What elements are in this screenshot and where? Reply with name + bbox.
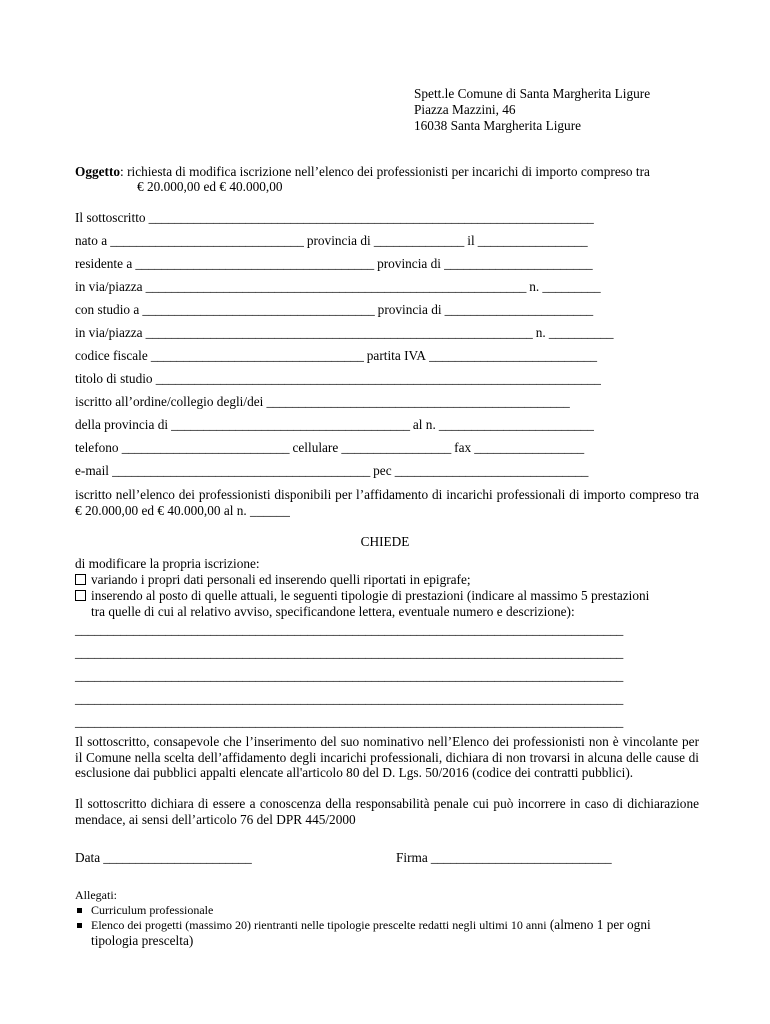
recipient-line-3: 16038 Santa Margherita Ligure <box>414 118 582 133</box>
form-line-codice-fiscale[interactable]: codice fiscale _________________________________ partita IVA __________________________ <box>75 348 597 363</box>
bullet-icon <box>77 908 82 913</box>
form-line-sottoscritto[interactable]: Il sottoscritto _____________________________________________________________________ <box>75 210 594 225</box>
form-line-titolo-studio[interactable]: titolo di studio _____________________________________________________________________ <box>75 371 601 386</box>
label-iscritto-ordine: iscritto all’ordine/collegio degli/dei <box>75 394 264 409</box>
option-2-label: inserendo al posto di quelle attuali, le seguenti tipologie di prestazioni (indicare al massimo 5 prestazioni <box>91 588 650 603</box>
declaration-2: Il sottoscritto dichiara di essere a conoscenza della responsabilità penale cui può incorrere in caso di dichiarazione mendace, ai sensi dell’articolo 76 del DPR 445/2000 <box>75 796 699 827</box>
recipient-line-2: Piazza Mazzini, 46 <box>414 102 516 117</box>
blank-line-3[interactable]: _____________________________________________________________________________________ <box>75 668 624 683</box>
option-1[interactable] <box>75 572 471 588</box>
subject-amount: € 20.000,00 ed € 40.000,00 <box>137 179 283 194</box>
attachment-item-2 <box>75 917 651 933</box>
label-della-provincia: della provincia di <box>75 417 169 432</box>
label-n-studio: n. <box>535 325 546 340</box>
form-line-nato[interactable]: nato a ______________________________ provincia di ______________ il _________________ <box>75 233 588 248</box>
form-line-residente[interactable]: residente a _____________________________________ provincia di _______________________ <box>75 256 593 271</box>
label-partita-iva: partita IVA <box>366 348 426 363</box>
data-field[interactable]: Data _______________________ <box>75 850 252 865</box>
chiede-heading: CHIEDE <box>360 534 410 549</box>
blank-line-1[interactable]: _____________________________________________________________________________________ <box>75 622 624 637</box>
checkbox-icon[interactable] <box>75 590 86 601</box>
form-line-provincia-ordine[interactable]: della provincia di _____________________________________ al n. ________________________ <box>75 417 594 432</box>
form-line-email[interactable]: e-mail ________________________________________ pec ______________________________ <box>75 463 589 478</box>
declaration-1: Il sottoscritto, consapevole che l’inserimento del suo nominativo nell’Elenco dei professionisti non è vincolante per il Comune nella scelta dell’affidamento degli incarichi professionali, dichiara di non trovarsi in alcuna delle cause di esclusione dai pubblici appalti elencate all'articolo 80 del D. Lgs. 50/2016 (codice dei contratti pubblici). <box>75 734 699 781</box>
label-titolo-studio: titolo di studio <box>75 371 153 386</box>
label-telefono: telefono <box>75 440 119 455</box>
attachment-1-label: Curriculum professionale <box>91 903 214 917</box>
label-provincia-studio: provincia di <box>377 302 442 317</box>
attachment-2-label-rest: (almeno 1 per ogni <box>546 917 651 932</box>
options-intro: di modificare la propria iscrizione: <box>75 556 260 571</box>
label-provincia-residenza: provincia di <box>377 256 441 271</box>
label-fax: fax <box>454 440 472 455</box>
blank-line-2[interactable]: _____________________________________________________________________________________ <box>75 645 624 660</box>
label-codice-fiscale: codice fiscale <box>75 348 148 363</box>
attachment-2-label: Elenco dei progetti (massimo 20) rientranti nelle tipologie prescelte redatti negli ultimi 10 anni <box>91 918 547 932</box>
label-email: e-mail <box>75 463 109 478</box>
label-residente-a: residente a <box>75 256 133 271</box>
label-sottoscritto: Il sottoscritto <box>75 210 146 225</box>
blank-line-4[interactable]: _____________________________________________________________________________________ <box>75 691 624 706</box>
iscritto-paragraph: iscritto nell’elenco dei professionisti disponibili per l’affidamento di incarichi professionali di importo compreso tra € 20.000,00 ed € 40.000,00 al n. ______ <box>75 487 699 518</box>
label-n-residenza: n. <box>529 279 540 294</box>
label-con-studio-a: con studio a <box>75 302 140 317</box>
option-2-line-2: tra quelle di cui al relativo avviso, specificandone lettera, eventuale numero e descrizione): <box>91 604 575 619</box>
label-il: il <box>467 233 475 248</box>
blank-line-5[interactable]: _____________________________________________________________________________________ <box>75 714 624 729</box>
label-cellulare: cellulare <box>292 440 339 455</box>
subject-text: : richiesta di modifica iscrizione nell’elenco dei professionisti per incarichi di importo compreso tra <box>120 164 650 179</box>
label-via-residenza: in via/piazza <box>75 279 143 294</box>
bullet-icon <box>77 923 82 928</box>
label-nato-a: nato a <box>75 233 108 248</box>
label-al-n: al n. <box>412 417 436 432</box>
firma-field[interactable]: Firma ____________________________ <box>396 850 612 865</box>
label-via-studio: in via/piazza <box>75 325 143 340</box>
label-provincia-nascita: provincia di <box>306 233 371 248</box>
option-2[interactable] <box>75 588 649 604</box>
subject-line <box>75 164 650 180</box>
recipient-line-1: Spett.le Comune di Santa Margherita Ligure <box>414 86 651 101</box>
subject-label: Oggetto <box>75 164 121 179</box>
attachment-item-1 <box>75 902 213 918</box>
form-line-studio[interactable]: con studio a ____________________________________ provincia di _______________________ <box>75 302 594 317</box>
form-line-via-residenza[interactable]: in via/piazza ___________________________________________________________ n. _________ <box>75 279 601 294</box>
form-line-via-studio[interactable]: in via/piazza ____________________________________________________________ n. __________ <box>75 325 614 340</box>
label-pec: pec <box>373 463 392 478</box>
attachments-title: Allegati: <box>75 888 117 902</box>
form-line-ordine[interactable]: iscritto all’ordine/collegio degli/dei _______________________________________________ <box>75 394 570 409</box>
option-1-label: variando i propri dati personali ed inserendo quelli riportati in epigrafe; <box>91 572 471 587</box>
label-data: Data <box>75 850 101 865</box>
form-line-telefono[interactable]: telefono __________________________ cellulare _________________ fax _________________ <box>75 440 584 455</box>
attachment-item-2-line-2: tipologia prescelta) <box>91 933 194 948</box>
checkbox-icon[interactable] <box>75 574 86 585</box>
label-firma: Firma <box>396 850 428 865</box>
